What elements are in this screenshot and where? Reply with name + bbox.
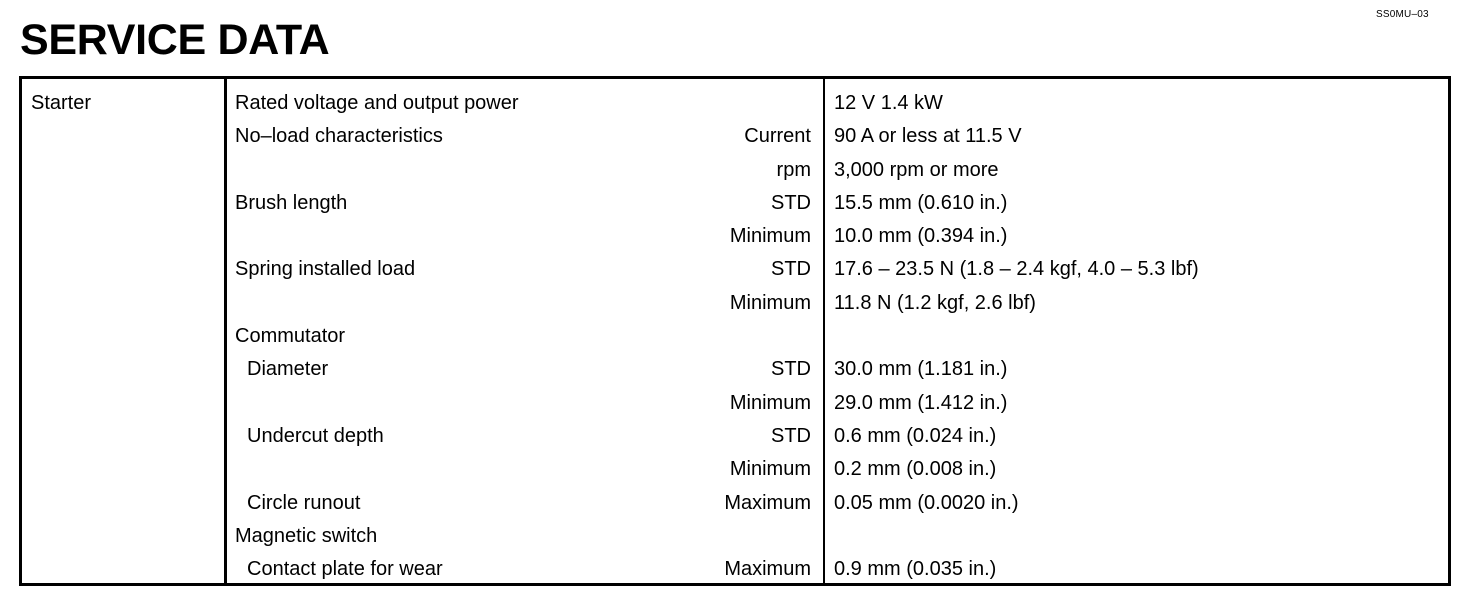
table-row (22, 254, 1448, 287)
spec-rows (22, 88, 1448, 587)
qualifier-label: STD (771, 191, 811, 214)
qualifier-label: STD (771, 258, 811, 281)
table-row (22, 155, 1448, 188)
table-row (22, 188, 1448, 221)
spec-value: 0.9 mm (0.035 in.) (834, 558, 997, 581)
spec-value: 11.8 N (1.2 kgf, 2.6 lbf) (834, 291, 1036, 314)
spec-value: 90 A or less at 11.5 V (834, 125, 1022, 148)
table-row (22, 421, 1448, 454)
service-data-table (19, 76, 1451, 586)
spec-value: 12 V 1.4 kW (834, 92, 943, 114)
qualifier-label: rpm (776, 158, 811, 181)
table-row (22, 521, 1448, 554)
spec-value: 30.0 mm (1.181 in.) (834, 358, 1008, 381)
item-label: Spring installed load (235, 258, 416, 281)
item-label: Undercut depth (247, 424, 384, 447)
spec-value: 10.0 mm (0.394 in.) (834, 225, 1008, 248)
qualifier-label: Current (744, 125, 811, 148)
table-row (22, 288, 1448, 321)
category-label: Starter (31, 92, 92, 114)
item-label: Commutator (235, 325, 346, 348)
item-label: Rated voltage and output power (235, 92, 519, 114)
document-code: SS0MU–03 (1376, 9, 1429, 20)
qualifier-label: STD (771, 424, 811, 447)
item-label: No–load characteristics (235, 125, 443, 148)
spec-value: 29.0 mm (1.412 in.) (834, 391, 1008, 414)
item-label: Contact plate for wear (247, 558, 443, 581)
spec-value: 0.6 mm (0.024 in.) (834, 424, 997, 447)
item-label: Circle runout (247, 491, 361, 514)
table-row (22, 488, 1448, 521)
qualifier-label: Minimum (729, 225, 811, 248)
qualifier-label: STD (771, 358, 811, 381)
spec-value: 0.05 mm (0.0020 in.) (834, 491, 1019, 514)
item-label: Brush length (235, 191, 348, 214)
spec-value: 0.2 mm (0.008 in.) (834, 458, 997, 481)
qualifier-label: Maximum (724, 491, 811, 514)
page-title: SERVICE DATA (20, 16, 330, 64)
table-row (22, 354, 1448, 387)
qualifier-label: Minimum (729, 458, 811, 481)
spec-value: 17.6 – 23.5 N (1.8 – 2.4 kgf, 4.0 – 5.3 lbf) (834, 258, 1199, 281)
table-row (22, 321, 1448, 354)
table-row (22, 221, 1448, 254)
qualifier-label: Minimum (729, 291, 811, 314)
qualifier-label: Maximum (724, 558, 811, 581)
qualifier-label: Minimum (729, 391, 811, 414)
spec-value: 15.5 mm (0.610 in.) (834, 191, 1008, 214)
item-label: Diameter (247, 358, 329, 381)
item-label: Magnetic switch (235, 524, 378, 547)
table-row (22, 388, 1448, 421)
table-row (22, 454, 1448, 487)
table-row (22, 121, 1448, 154)
table-row (22, 554, 1448, 587)
spec-value: 3,000 rpm or more (834, 158, 999, 181)
table-row (22, 88, 1448, 121)
